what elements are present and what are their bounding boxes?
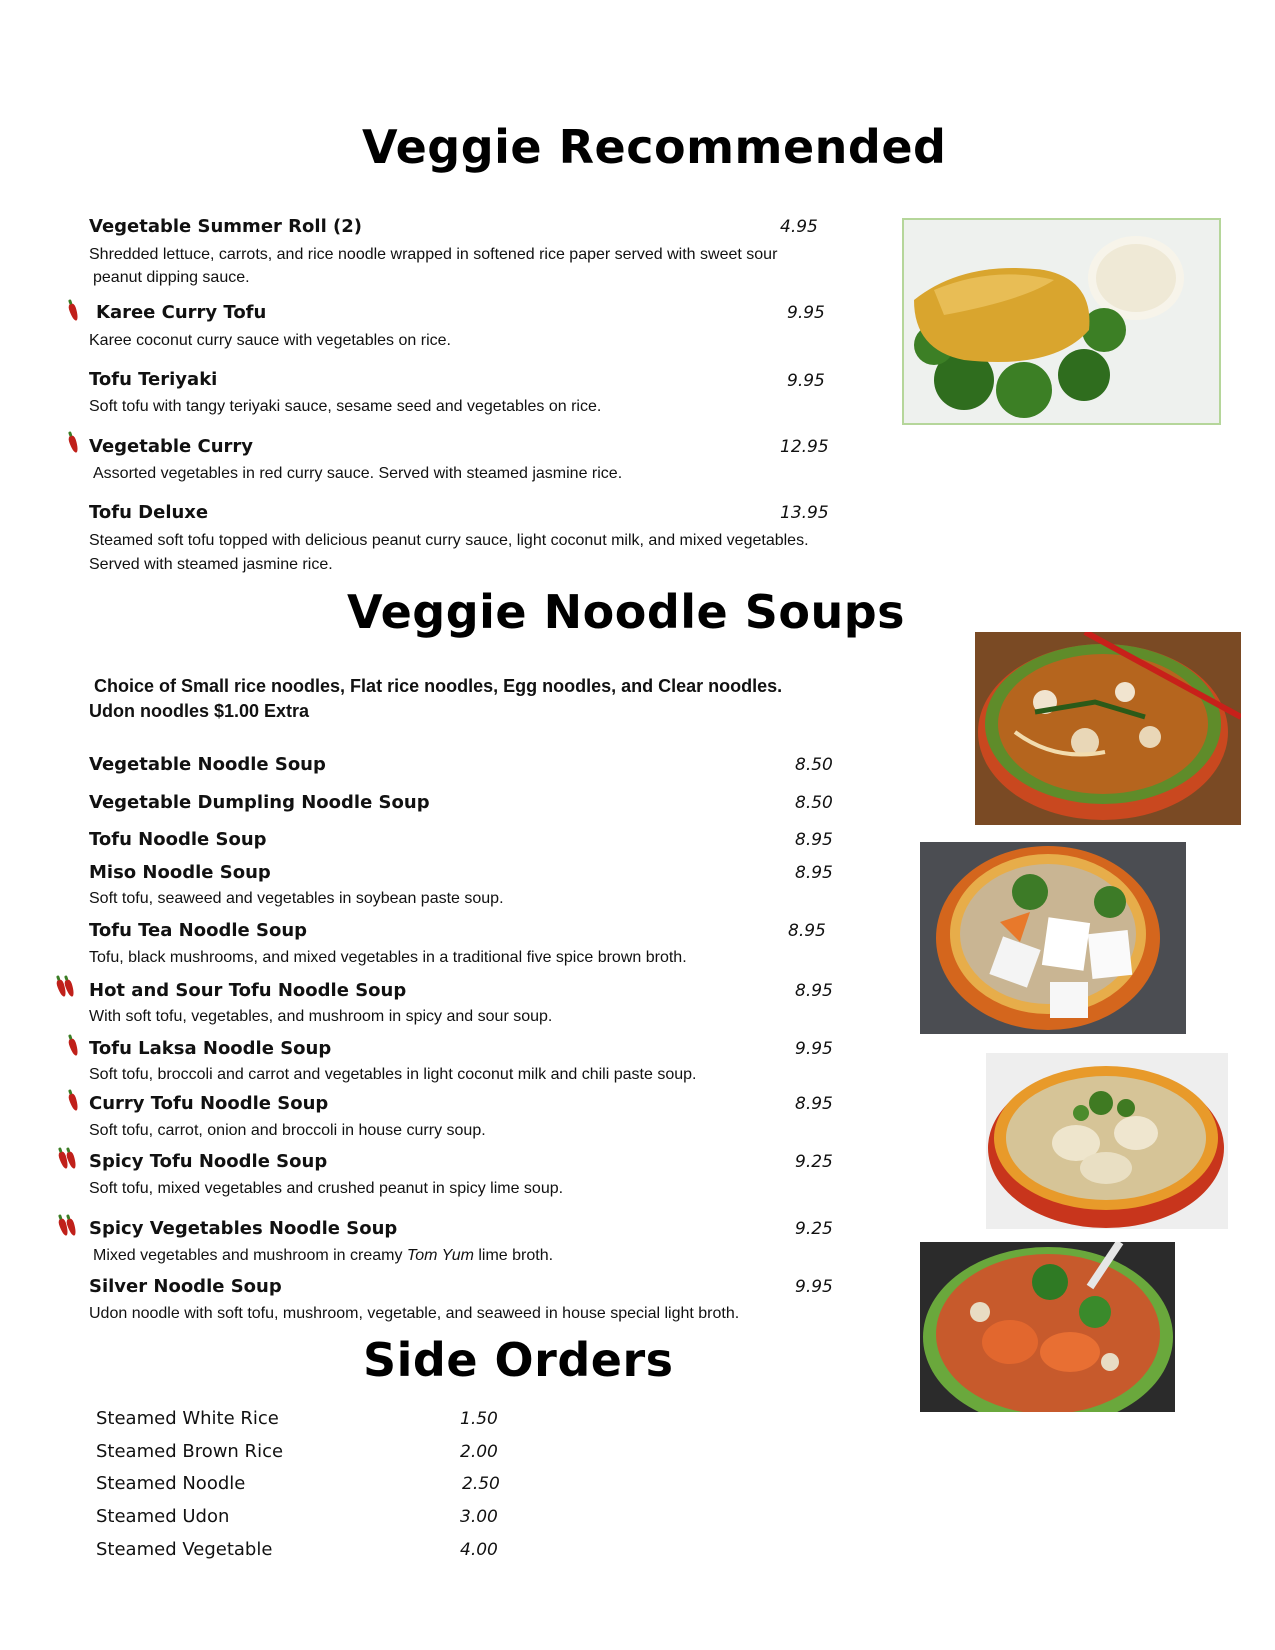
chili-pepper-icon: [58, 979, 73, 997]
item-name: Tofu Noodle Soup: [89, 829, 267, 850]
item-name: Karee Curry Tofu: [96, 302, 267, 323]
side-order-name: Steamed Vegetable: [96, 1539, 273, 1560]
item-description: Udon noodle with soft tofu, mushroom, vegetable, and seaweed in house special light broth.: [89, 1305, 740, 1322]
item-name: Vegetable Dumpling Noodle Soup: [89, 792, 430, 813]
item-description: Soft tofu, mixed vegetables and crushed peanut in spicy lime soup.: [89, 1180, 564, 1197]
side-order-price: 2.50: [462, 1474, 500, 1494]
item-name: Vegetable Noodle Soup: [89, 754, 326, 775]
item-price: 8.50: [795, 793, 833, 813]
section-title-recommended: Veggie Recommended: [362, 120, 947, 174]
item-price: 9.25: [795, 1219, 833, 1239]
chili-pepper-icon: [70, 1038, 77, 1056]
item-description: peanut dipping sauce.: [93, 269, 250, 286]
section-title-noodle-soups: Veggie Noodle Soups: [347, 585, 906, 639]
item-description: Assorted vegetables in red curry sauce. Served with steamed jasmine rice.: [93, 465, 623, 482]
item-description: Steamed soft tofu topped with delicious peanut curry sauce, light coconut milk, and mixed vegetables.: [89, 532, 809, 549]
item-name: Tofu Tea Noodle Soup: [89, 920, 308, 941]
item-price: 12.95: [780, 437, 829, 457]
tofu-soup-photo: [920, 842, 1186, 1034]
side-order-price: 4.00: [460, 1540, 498, 1560]
side-order-price: 1.50: [460, 1409, 498, 1429]
dumpling-soup-photo: [986, 1053, 1228, 1229]
item-price: 9.95: [787, 371, 825, 391]
item-description: Soft tofu with tangy teriyaki sauce, sesame seed and vegetables on rice.: [89, 398, 602, 415]
item-price: 4.95: [780, 217, 818, 237]
item-price: 9.25: [795, 1152, 833, 1172]
item-price: 13.95: [780, 503, 829, 523]
item-name: Curry Tofu Noodle Soup: [89, 1093, 329, 1114]
side-order-name: Steamed Udon: [96, 1506, 230, 1527]
item-name: Spicy Tofu Noodle Soup: [89, 1151, 328, 1172]
spicy-soup-photo: [920, 1242, 1175, 1412]
item-name: Silver Noodle Soup: [89, 1276, 282, 1297]
chili-pepper-icon: [60, 1218, 75, 1236]
item-description: Soft tofu, broccoli and carrot and vegetables in light coconut milk and chili paste soup.: [89, 1066, 697, 1083]
item-price: 8.95: [795, 1094, 833, 1114]
item-price: 8.95: [795, 830, 833, 850]
item-description: Served with steamed jasmine rice.: [89, 556, 333, 573]
item-description: Shredded lettuce, carrots, and rice noodle wrapped in softened rice paper served with sweet sour: [89, 246, 778, 263]
noodle-choice-note: Choice of Small rice noodles, Flat rice noodles, Egg noodles, and Clear noodles.: [94, 676, 783, 696]
udon-extra-note: Udon noodles $1.00 Extra: [89, 701, 310, 721]
side-order-price: 2.00: [460, 1442, 498, 1462]
item-price: 8.95: [795, 863, 833, 883]
item-name: Vegetable Curry: [89, 436, 254, 457]
chili-pepper-icon: [70, 1093, 77, 1111]
section-title-side-orders: Side Orders: [363, 1333, 674, 1387]
item-name: Vegetable Summer Roll (2): [89, 216, 362, 237]
side-order-name: Steamed White Rice: [96, 1408, 279, 1429]
item-price: 9.95: [795, 1277, 833, 1297]
item-name: Tofu Teriyaki: [89, 369, 218, 390]
item-description: Soft tofu, carrot, onion and broccoli in house curry soup.: [89, 1122, 486, 1139]
item-price: 8.50: [795, 755, 833, 775]
item-price: 9.95: [787, 303, 825, 323]
item-description: Soft tofu, seaweed and vegetables in soybean paste soup.: [89, 890, 504, 907]
item-name: Tofu Deluxe: [89, 502, 209, 523]
item-price: 8.95: [795, 981, 833, 1001]
side-order-name: Steamed Brown Rice: [96, 1441, 284, 1462]
item-description: With soft tofu, vegetables, and mushroom in spicy and sour soup.: [89, 1008, 553, 1025]
noodle-soup-photo: [975, 632, 1241, 825]
side-order-price: 3.00: [460, 1507, 498, 1527]
chili-pepper-icon: [70, 435, 77, 453]
item-description: Tofu, black mushrooms, and mixed vegetables in a traditional five spice brown broth.: [89, 949, 687, 966]
item-price: 8.95: [788, 921, 826, 941]
item-description: Mixed vegetables and mushroom in creamy Tom Yum lime broth.: [93, 1247, 554, 1264]
item-name: Spicy Vegetables Noodle Soup: [89, 1218, 398, 1239]
item-name: Miso Noodle Soup: [89, 862, 271, 883]
item-description: Karee coconut curry sauce with vegetables on rice.: [89, 332, 451, 349]
chili-pepper-icon: [60, 1151, 75, 1169]
item-price: 9.95: [795, 1039, 833, 1059]
item-name: Hot and Sour Tofu Noodle Soup: [89, 980, 407, 1001]
item-name: Tofu Laksa Noodle Soup: [89, 1038, 332, 1059]
side-order-name: Steamed Noodle: [96, 1473, 246, 1494]
tofu-dish-photo: [902, 218, 1221, 425]
chili-pepper-icon: [70, 303, 77, 321]
